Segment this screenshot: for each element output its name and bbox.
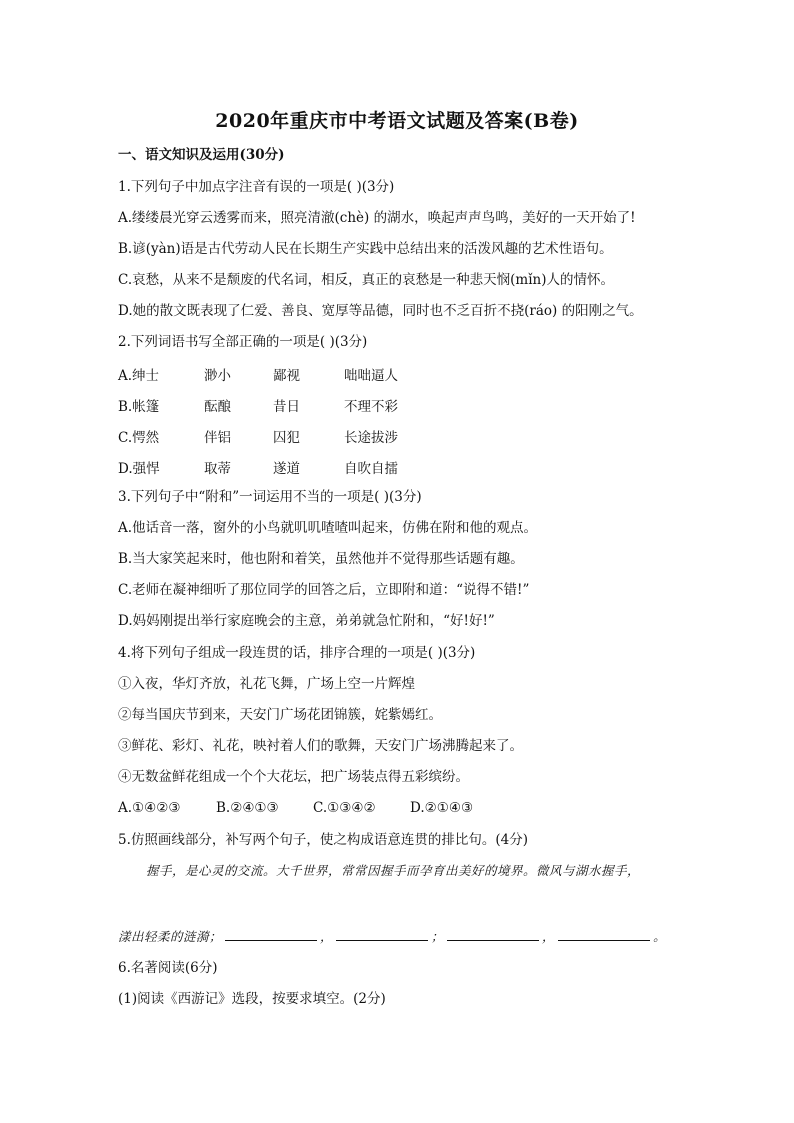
q4-sentence-3: ③鲜花、彩灯、礼花，映衬着人们的歌舞，天安门广场沸腾起来了。: [118, 738, 523, 754]
q4-option-b: B.②④①③: [216, 800, 279, 816]
q4-sentence-4: ④无数盆鲜花组成一个个大花坛，把广场装点得五彩缤纷。: [118, 769, 469, 785]
q5-answer-line: [118, 928, 666, 946]
q3-option-c: C.老师在凝神细听了那位同学的回答之后，立即附和道：“说得不错!”: [118, 582, 530, 598]
q1-option-d: D.她的散文既表现了仁爱、善良、宽厚等品德，同时也不乏百折不挠(ráo) 的阳刚之气。: [118, 303, 643, 319]
q2-cell: D.强悍: [118, 461, 160, 477]
q5-end: 。: [653, 929, 667, 944]
q2-stem: 2.下列词语书写全部正确的一项是( )(3分): [118, 334, 368, 350]
q5-passage-cont: 漾出轻柔的涟漪；: [118, 929, 223, 944]
q4-option-d: D.②①④③: [410, 800, 474, 816]
q4-sentence-1: ①入夜，华灯齐放，礼花飞舞，广场上空一片辉煌: [118, 676, 415, 692]
q1-option-c: C.哀愁，从来不是颓废的代名词，相反，真正的哀愁是一种悲天悯(mǐn)人的情怀。: [118, 272, 614, 288]
q4-sentence-2: ②每当国庆节到来，天安门广场花团锦簇，姹紫嫣红。: [118, 707, 442, 723]
q6-stem: 6.名著阅读(6分): [118, 960, 218, 976]
q2-cell: 自吹自擂: [344, 461, 398, 477]
section-heading: 一、语文知识及运用(30分): [118, 147, 285, 163]
q5-sep: ，: [320, 929, 334, 944]
answer-blank[interactable]: [447, 928, 539, 941]
q6-sub1: (1)阅读《西游记》选段，按要求填空。(2分): [118, 991, 386, 1007]
q2-cell: 咄咄逼人: [344, 368, 398, 384]
q3-option-a: A.他话音一落，窗外的小鸟就叽叽喳喳叫起来，仿佛在附和他的观点。: [118, 520, 538, 536]
q2-cell: 不理不彩: [344, 399, 398, 415]
q1-stem: 1.下列句子中加点字注音有误的一项是( )(3分): [118, 179, 395, 195]
q5-stem: 5.仿照画线部分，补写两个句子，使之构成语意连贯的排比句。(4分): [118, 832, 529, 848]
q2-cell: 伴铝: [204, 430, 231, 446]
q2-cell: B.帐篷: [118, 399, 160, 415]
q4-option-c: C.①③④②: [313, 800, 376, 816]
q2-cell: 囚犯: [273, 430, 300, 446]
q3-option-d: D.妈妈刚提出举行家庭晚会的主意，弟弟就急忙附和，“好!好!”: [118, 613, 495, 629]
q4-option-a: A.①④②③: [118, 800, 181, 816]
answer-blank[interactable]: [225, 928, 317, 941]
q2-cell: 长途拔涉: [344, 430, 398, 446]
q3-option-b: B.当大家笑起来时，他也附和着笑，虽然他并不觉得那些话题有趣。: [118, 551, 524, 567]
q2-cell: A.绅士: [118, 368, 160, 384]
q5-sep: ；: [431, 929, 445, 944]
q2-cell: 鄙视: [273, 368, 300, 384]
q5-passage: 握手，是心灵的交流。大千世界，常常因握手而孕育出美好的境界。微风与湖水握手，: [146, 863, 641, 878]
q2-cell: 酝酿: [204, 399, 231, 415]
answer-blank[interactable]: [558, 928, 650, 941]
q1-option-a: A.缕缕晨光穿云透雾而来，照亮清澈(chè) 的湖水，唤起声声鸟鸣，美好的一天开始了!: [118, 210, 636, 226]
q2-cell: 取蒂: [204, 461, 231, 477]
q2-cell: 渺小: [204, 368, 231, 384]
q2-cell: 遂道: [273, 461, 300, 477]
q1-option-b: B.谚(yàn)语是古代劳动人民在长期生产实践中总结出来的活泼风趣的艺术性语句。: [118, 241, 613, 257]
q4-stem: 4.将下列句子组成一段连贯的话，排序合理的一项是( )(3分): [118, 645, 476, 661]
q2-cell: 昔日: [273, 399, 300, 415]
q2-cell: C.愕然: [118, 430, 160, 446]
page-title: 2020年重庆市中考语文试题及答案(B卷): [215, 110, 579, 132]
q5-sep: ，: [542, 929, 556, 944]
answer-blank[interactable]: [336, 928, 428, 941]
q3-stem: 3.下列句子中“附和”一词运用不当的一项是( )(3分): [118, 489, 422, 505]
